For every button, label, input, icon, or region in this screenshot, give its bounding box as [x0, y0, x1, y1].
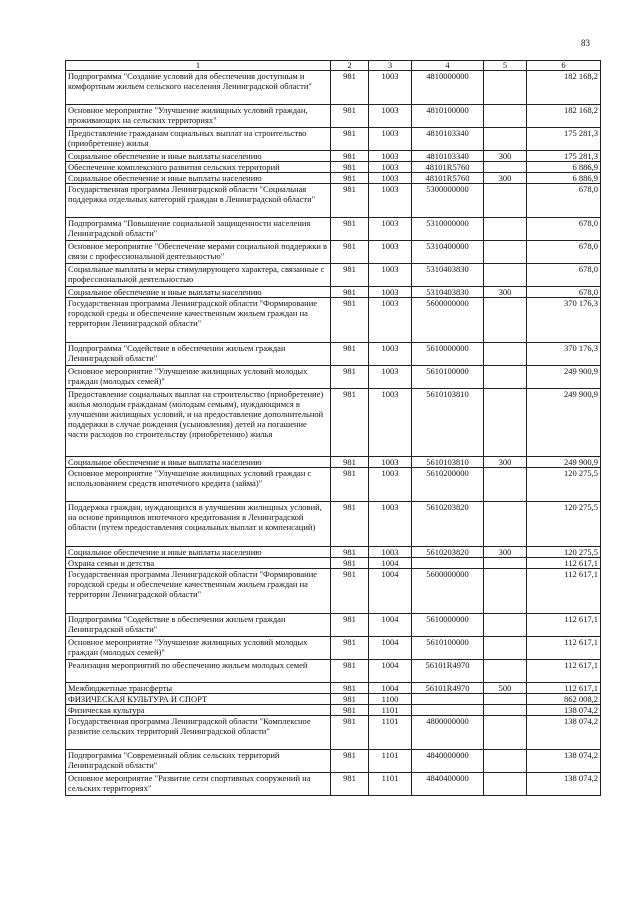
row-expense-type [484, 750, 527, 773]
table-row [66, 151, 601, 162]
row-amount: 112 617,1 [527, 558, 601, 569]
row-amount: 370 176,3 [527, 298, 601, 343]
row-amount: 370 176,3 [527, 343, 601, 366]
row-target-code: 4840000000 [412, 750, 484, 773]
row-section-code: 1003 [369, 468, 412, 502]
row-amount: 182 168,2 [527, 105, 601, 128]
row-amount: 6 886,9 [527, 173, 601, 184]
row-expense-type: 300 [484, 173, 527, 184]
row-target-code: 5610203820 [412, 547, 484, 558]
table-row [66, 558, 601, 569]
row-target-code: 4810103340 [412, 151, 484, 162]
row-amount: 678,0 [527, 184, 601, 218]
row-expense-type [484, 105, 527, 128]
row-target-code: 56101R4970 [412, 660, 484, 683]
row-expense-type [484, 298, 527, 343]
header-col-6: 6 [527, 61, 601, 71]
row-section-code: 1003 [369, 457, 412, 468]
row-expense-type [484, 716, 527, 750]
row-amount: 249 900,9 [527, 366, 601, 389]
table-body [66, 71, 601, 796]
header-col-2: 2 [331, 61, 369, 71]
row-ministry-code: 981 [331, 162, 369, 173]
row-amount: 112 617,1 [527, 637, 601, 660]
row-section-code: 1003 [369, 71, 412, 105]
row-expense-type: 300 [484, 287, 527, 298]
row-amount: 112 617,1 [527, 683, 601, 694]
table-row [66, 569, 601, 614]
row-ministry-code: 981 [331, 558, 369, 569]
row-amount: 678,0 [527, 241, 601, 264]
row-name: Основное мероприятие "Развитие сети спортивных сооружений на сельских территориях" [66, 773, 331, 796]
row-ministry-code: 981 [331, 264, 369, 287]
row-name: Подпрограмма "Повышение социальной защищенности населения Ленинградской области" [66, 218, 331, 241]
row-section-code: 1003 [369, 547, 412, 558]
row-name: Реализация мероприятий по обеспечению жильем молодых семей [66, 660, 331, 683]
header-col-3: 3 [369, 61, 412, 71]
row-name: Основное мероприятие "Улучшение жилищных условий граждан, проживающих на сельских территориях" [66, 105, 331, 128]
row-ministry-code: 981 [331, 614, 369, 637]
table-row [66, 614, 601, 637]
table-row [66, 173, 601, 184]
row-name: Предоставление социальных выплат на строительство (приобретение) жилья молодым гражданам (молодым семьям), нуждающимся в улучшении жилищных условий, и на предоставление дополнительной поддержки в случае рождения (усыновления) детей на погашение части расходов по строительству (приобретению) жилья [66, 389, 331, 457]
row-expense-type [484, 366, 527, 389]
row-amount: 138 074,2 [527, 750, 601, 773]
row-name: Подпрограмма "Содействие в обеспечении жильем граждан Ленинградской области" [66, 343, 331, 366]
row-target-code: 5310403830 [412, 264, 484, 287]
table-row [66, 298, 601, 343]
table-row [66, 660, 601, 683]
row-ministry-code: 981 [331, 105, 369, 128]
table-row [66, 128, 601, 151]
table-row [66, 547, 601, 558]
row-target-code: 4800000000 [412, 716, 484, 750]
row-target-code: 4840400000 [412, 773, 484, 796]
row-ministry-code: 981 [331, 287, 369, 298]
page-number: 83 [581, 38, 590, 48]
row-section-code: 1003 [369, 502, 412, 547]
row-ministry-code: 981 [331, 71, 369, 105]
row-target-code: 5600000000 [412, 569, 484, 614]
row-section-code: 1003 [369, 241, 412, 264]
row-section-code: 1004 [369, 558, 412, 569]
row-target-code: 56101R4970 [412, 683, 484, 694]
row-name: Основное мероприятие "Улучшение жилищных условий молодых граждан (молодых семей)" [66, 366, 331, 389]
row-expense-type [484, 343, 527, 366]
row-section-code: 1101 [369, 750, 412, 773]
table-row [66, 750, 601, 773]
row-target-code: 5310403830 [412, 287, 484, 298]
table-row [66, 264, 601, 287]
row-amount: 175 281,3 [527, 128, 601, 151]
row-name: Социальное обеспечение и иные выплаты населению [66, 457, 331, 468]
row-section-code: 1003 [369, 366, 412, 389]
row-section-code: 1003 [369, 151, 412, 162]
row-target-code: 5610103810 [412, 389, 484, 457]
row-name: Обеспечение комплексного развития сельских территорий [66, 162, 331, 173]
row-amount: 678,0 [527, 287, 601, 298]
row-expense-type: 300 [484, 457, 527, 468]
row-name: Социальные выплаты и меры стимулирующего характера, связанные с профессиональной деятельностью [66, 264, 331, 287]
row-target-code: 5610200000 [412, 468, 484, 502]
table-row [66, 218, 601, 241]
table-row [66, 705, 601, 716]
row-ministry-code: 981 [331, 173, 369, 184]
row-expense-type [484, 694, 527, 705]
table-row [66, 457, 601, 468]
table-row [66, 241, 601, 264]
row-ministry-code: 981 [331, 569, 369, 614]
row-expense-type [484, 502, 527, 547]
row-amount: 138 074,2 [527, 716, 601, 750]
table-row [66, 366, 601, 389]
row-ministry-code: 981 [331, 750, 369, 773]
row-section-code: 1101 [369, 716, 412, 750]
row-section-code: 1003 [369, 173, 412, 184]
row-name: Основное мероприятие "Улучшение жилищных условий граждан с использованием средств ипотечного кредита (займа)" [66, 468, 331, 502]
row-amount: 120 275,5 [527, 468, 601, 502]
row-target-code: 4810103340 [412, 128, 484, 151]
row-ministry-code: 981 [331, 128, 369, 151]
row-ministry-code: 981 [331, 366, 369, 389]
row-name: Подпрограмма "Создание условий для обеспечения доступным и комфортным жильем сельского населения Ленинградской области" [66, 71, 331, 105]
row-ministry-code: 981 [331, 660, 369, 683]
row-section-code: 1004 [369, 637, 412, 660]
row-amount: 862 008,2 [527, 694, 601, 705]
row-name: Подпрограмма "Содействие в обеспечении жильем граждан Ленинградской области" [66, 614, 331, 637]
row-amount: 120 275,5 [527, 502, 601, 547]
row-ministry-code: 981 [331, 716, 369, 750]
row-name: Основное мероприятие "Обеспечение мерами социальной поддержки в связи с профессиональной деятельностью" [66, 241, 331, 264]
row-name: Физическая культура [66, 705, 331, 716]
row-name: Социальное обеспечение и иные выплаты населению [66, 173, 331, 184]
row-expense-type [484, 218, 527, 241]
row-expense-type [484, 241, 527, 264]
header-col-1: 1 [66, 61, 331, 71]
row-name: Поддержка граждан, нуждающихся в улучшении жилищных условий, на основе принципов ипотечного кредитования в Ленинградской области (путем предоставления социальных выплат и компенсаций) [66, 502, 331, 547]
row-target-code [412, 558, 484, 569]
table-row [66, 343, 601, 366]
row-target-code: 5610203820 [412, 502, 484, 547]
table-row [66, 71, 601, 105]
row-target-code: 5600000000 [412, 298, 484, 343]
row-amount: 112 617,1 [527, 660, 601, 683]
row-expense-type [484, 264, 527, 287]
row-section-code: 1003 [369, 184, 412, 218]
row-section-code: 1003 [369, 105, 412, 128]
row-target-code: 5300000000 [412, 184, 484, 218]
row-name: Предоставление гражданам социальных выплат на строительство (приобретение) жилья [66, 128, 331, 151]
table-row [66, 716, 601, 750]
row-section-code: 1003 [369, 264, 412, 287]
row-section-code: 1003 [369, 218, 412, 241]
row-expense-type [484, 569, 527, 614]
table-row [66, 162, 601, 173]
row-expense-type [484, 558, 527, 569]
row-section-code: 1003 [369, 128, 412, 151]
row-target-code: 5610103810 [412, 457, 484, 468]
row-target-code: 5610000000 [412, 343, 484, 366]
row-section-code: 1003 [369, 343, 412, 366]
table-row [66, 184, 601, 218]
row-ministry-code: 981 [331, 705, 369, 716]
row-name: Социальное обеспечение и иные выплаты населению [66, 151, 331, 162]
row-target-code: 5310400000 [412, 241, 484, 264]
table-header-row [66, 61, 601, 71]
row-amount: 175 281,3 [527, 151, 601, 162]
row-expense-type [484, 773, 527, 796]
row-expense-type [484, 71, 527, 105]
row-ministry-code: 981 [331, 343, 369, 366]
row-amount: 678,0 [527, 264, 601, 287]
row-expense-type [484, 637, 527, 660]
row-expense-type [484, 389, 527, 457]
row-name: Межбюджетные трансферты [66, 683, 331, 694]
row-name: Основное мероприятие "Улучшение жилищных условий молодых граждан (молодых семей)" [66, 637, 331, 660]
row-expense-type [484, 162, 527, 173]
table-row [66, 502, 601, 547]
row-ministry-code: 981 [331, 468, 369, 502]
row-expense-type: 300 [484, 151, 527, 162]
row-expense-type [484, 660, 527, 683]
row-amount: 182 168,2 [527, 71, 601, 105]
row-target-code: 5310000000 [412, 218, 484, 241]
row-ministry-code: 981 [331, 637, 369, 660]
row-name: ФИЗИЧЕСКАЯ КУЛЬТУРА И СПОРТ [66, 694, 331, 705]
table-row [66, 468, 601, 502]
row-expense-type [484, 184, 527, 218]
row-amount: 138 074,2 [527, 773, 601, 796]
row-target-code [412, 705, 484, 716]
table-row [66, 105, 601, 128]
row-name: Социальное обеспечение и иные выплаты населению [66, 287, 331, 298]
row-ministry-code: 981 [331, 151, 369, 162]
table-row [66, 637, 601, 660]
row-ministry-code: 981 [331, 218, 369, 241]
row-name: Социальное обеспечение и иные выплаты населению [66, 547, 331, 558]
row-target-code: 4810100000 [412, 105, 484, 128]
row-section-code: 1004 [369, 660, 412, 683]
row-section-code: 1004 [369, 569, 412, 614]
row-amount: 120 275,5 [527, 547, 601, 558]
row-section-code: 1003 [369, 298, 412, 343]
row-ministry-code: 981 [331, 547, 369, 558]
row-expense-type [484, 614, 527, 637]
row-name: Подпрограмма "Современный облик сельских территорий Ленинградской области" [66, 750, 331, 773]
table-row [66, 694, 601, 705]
row-section-code: 1003 [369, 162, 412, 173]
row-expense-type [484, 128, 527, 151]
row-amount: 6 886,9 [527, 162, 601, 173]
row-section-code: 1100 [369, 694, 412, 705]
row-section-code: 1004 [369, 614, 412, 637]
row-name: Государственная программа Ленинградской области "Социальная поддержка отдельных категорий граждан в Ленинградской области" [66, 184, 331, 218]
row-section-code: 1101 [369, 773, 412, 796]
row-section-code: 1003 [369, 287, 412, 298]
table-row [66, 683, 601, 694]
row-section-code: 1004 [369, 683, 412, 694]
row-ministry-code: 981 [331, 389, 369, 457]
row-expense-type [484, 705, 527, 716]
row-ministry-code: 981 [331, 184, 369, 218]
row-target-code: 5610100000 [412, 637, 484, 660]
row-ministry-code: 981 [331, 773, 369, 796]
row-name: Государственная программа Ленинградской области "Формирование городской среды и обеспечение качественным жильем граждан на территории Ленинградской области" [66, 569, 331, 614]
row-amount: 138 074,2 [527, 705, 601, 716]
row-ministry-code: 981 [331, 694, 369, 705]
row-target-code: 5610100000 [412, 366, 484, 389]
row-amount: 112 617,1 [527, 614, 601, 637]
budget-table [65, 60, 601, 796]
row-ministry-code: 981 [331, 241, 369, 264]
row-ministry-code: 981 [331, 683, 369, 694]
row-target-code: 48101R5760 [412, 173, 484, 184]
row-target-code [412, 694, 484, 705]
header-col-5: 5 [484, 61, 527, 71]
row-name: Государственная программа Ленинградской области "Комплексное развитие сельских территорий Ленинградской области" [66, 716, 331, 750]
row-ministry-code: 981 [331, 502, 369, 547]
table-row [66, 287, 601, 298]
row-amount: 678,0 [527, 218, 601, 241]
row-amount: 249 900,9 [527, 457, 601, 468]
row-target-code: 48101R5760 [412, 162, 484, 173]
row-name: Государственная программа Ленинградской области "Формирование городской среды и обеспечение качественным жильем граждан на территории Ленинградской области" [66, 298, 331, 343]
row-name: Охрана семьи и детства [66, 558, 331, 569]
row-ministry-code: 981 [331, 457, 369, 468]
table-row [66, 773, 601, 796]
row-section-code: 1101 [369, 705, 412, 716]
row-target-code: 4810000000 [412, 71, 484, 105]
row-expense-type [484, 468, 527, 502]
row-amount: 249 900,9 [527, 389, 601, 457]
row-expense-type: 500 [484, 683, 527, 694]
row-amount: 112 617,1 [527, 569, 601, 614]
row-expense-type: 300 [484, 547, 527, 558]
row-target-code: 5610000000 [412, 614, 484, 637]
row-ministry-code: 981 [331, 298, 369, 343]
table-row [66, 389, 601, 457]
row-section-code: 1003 [369, 389, 412, 457]
header-col-4: 4 [412, 61, 484, 71]
